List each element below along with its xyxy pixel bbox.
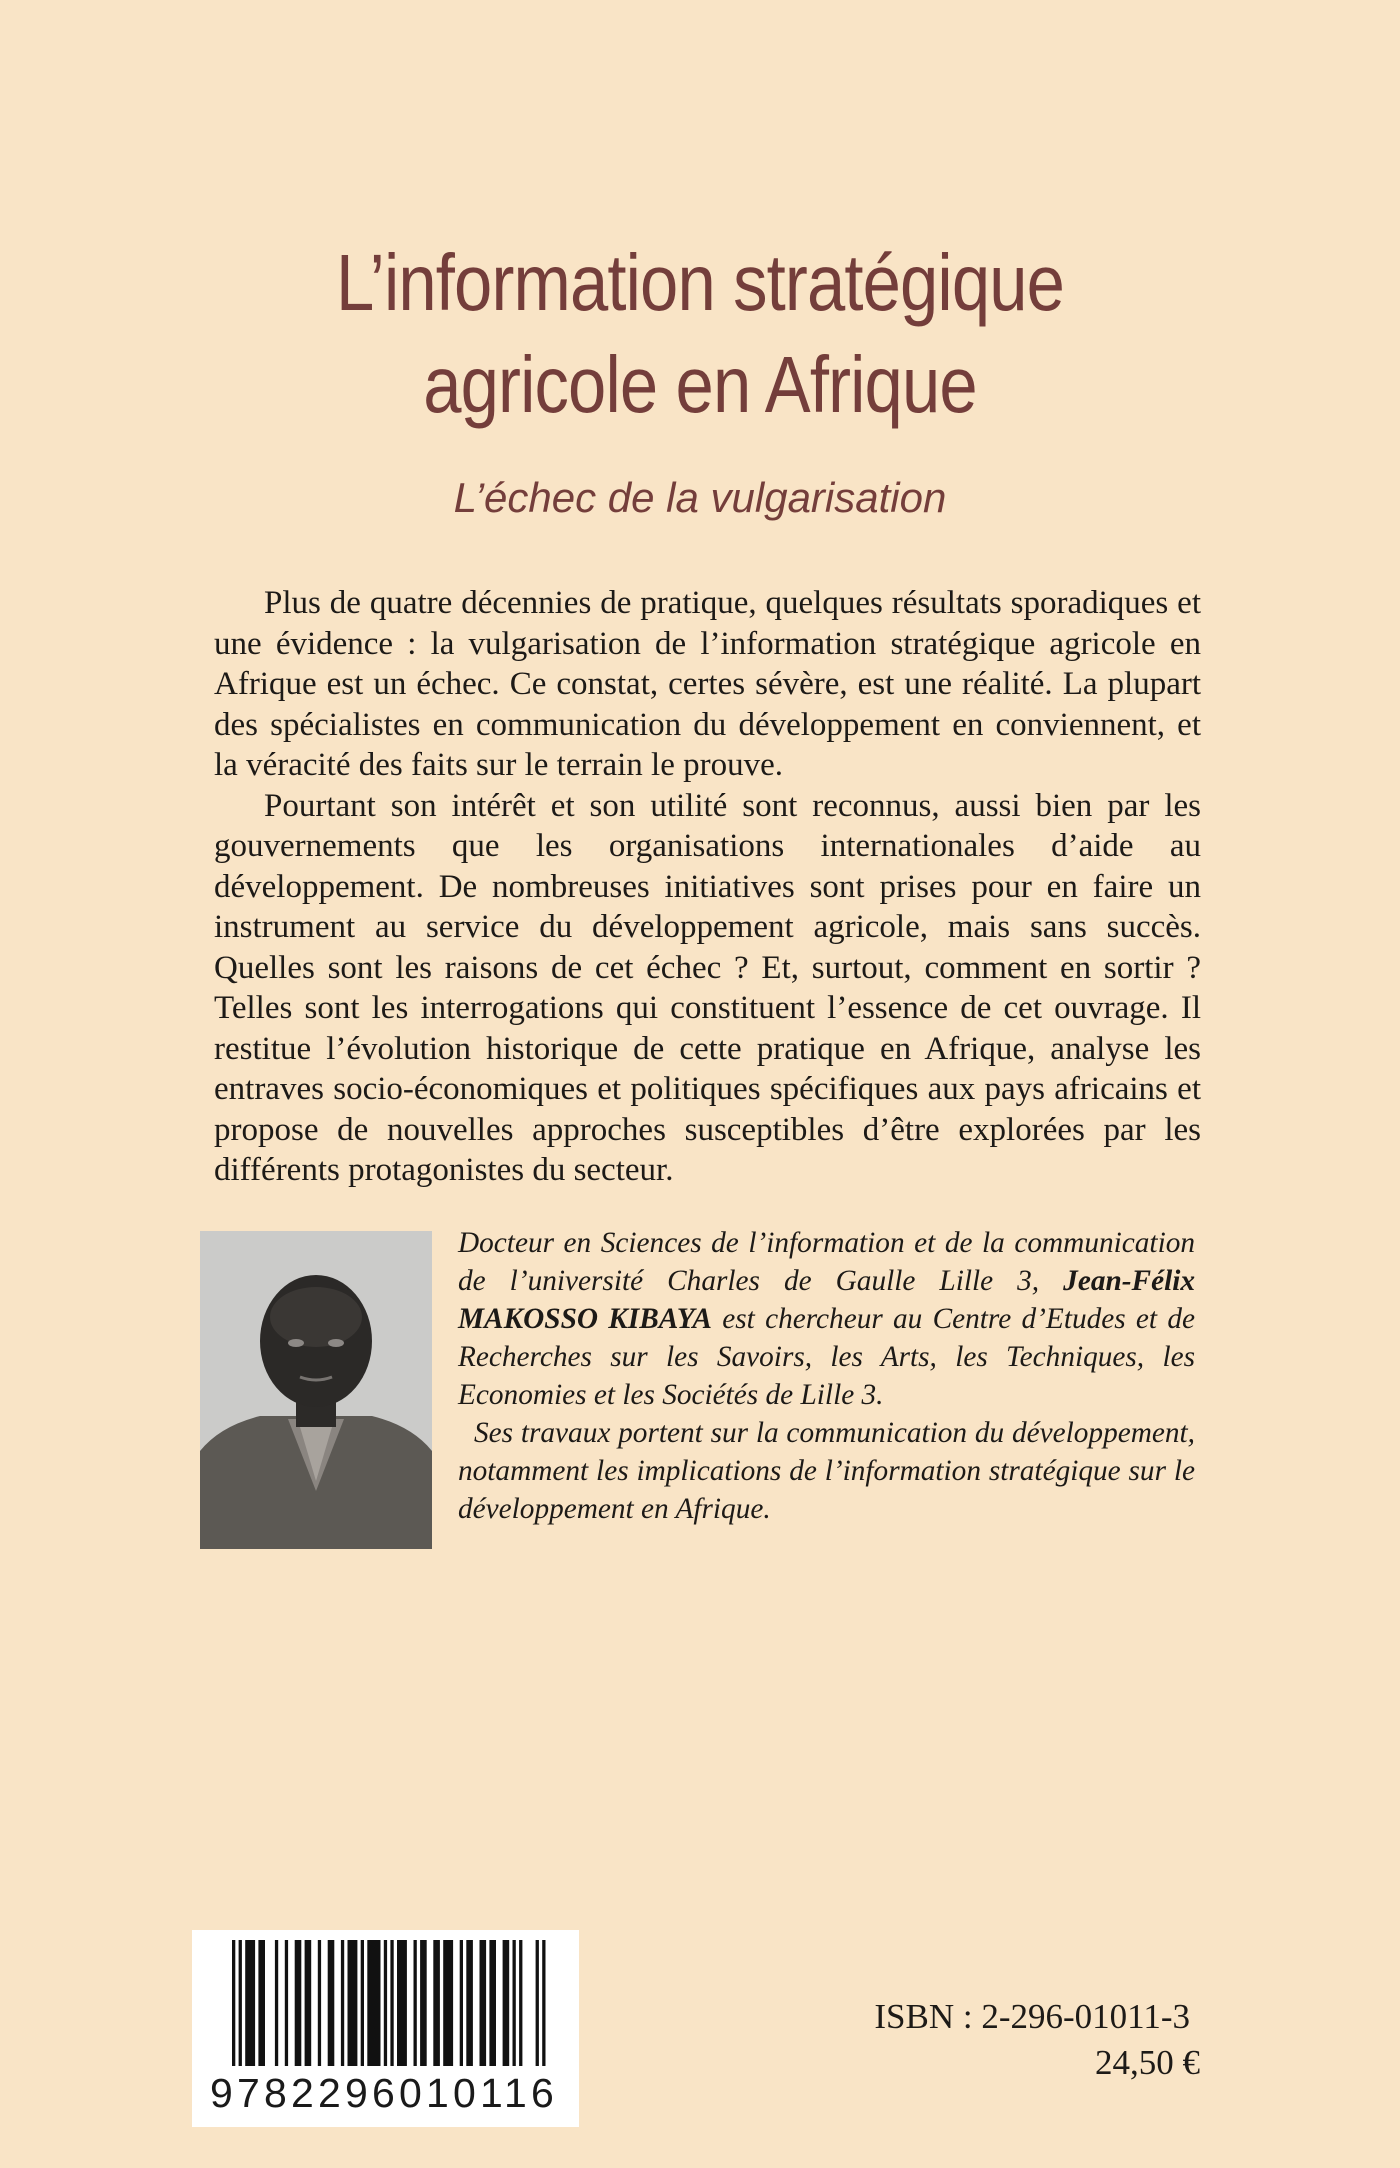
book-subtitle: L’échec de la vulgarisation	[453, 474, 947, 521]
author-photo	[200, 1231, 432, 1549]
barcode-bar	[285, 1940, 288, 2066]
price: 24,50 €	[1095, 2043, 1200, 2082]
blurb-paragraph-2: Pourtant son intérêt et son utilité sont reconnus, aussi bien par les gouvernements que les organisations internationales d’aide au développement. De nombreuses initiatives sont prises pour en faire un instrument au service du développement agricole, mais sans succès. Quelles sont les raisons de cet échec ? Et, surtout, comment en sortir ? Telles sont les interrogations qui constituent l’essence de cet ouvrage. Il restitue l’évolution historique de cette pratique en Afrique, analyse les entraves socio-économiques et politiques spécifiques aux pays africains et propose de nouvelles approches susceptibles d’être explorées par les différents protagonistes du secteur.	[214, 787, 1201, 1188]
barcode-bar	[328, 1940, 335, 2066]
book-title	[201, 232, 1199, 436]
barcode-bar	[443, 1940, 453, 2066]
barcode-bar	[489, 1940, 496, 2066]
barcode-bar	[397, 1940, 407, 2066]
barcode-bar	[519, 1940, 522, 2066]
book-blurb	[214, 583, 1201, 1191]
barcode-bar	[361, 1940, 364, 2066]
barcode-bar	[295, 1940, 302, 2066]
isbn-barcode	[192, 1930, 579, 2127]
barcode-bar	[542, 1940, 545, 2066]
barcode-bar	[348, 1940, 358, 2066]
author-bio	[458, 1224, 1195, 1528]
barcode-bar	[503, 1940, 510, 2066]
author-bio-rest: est chercheur au Centre d’Etudes et de Recherches sur les Savoirs, les Arts, les Techniques, les Economies et les Sociétés de Lille 3.	[458, 1303, 1195, 1411]
barcode-bar	[433, 1940, 440, 2066]
barcode-bar	[245, 1940, 255, 2066]
author-bio-paragraph-1	[458, 1224, 1195, 1414]
barcode-bar	[367, 1940, 380, 2066]
barcode-bar	[536, 1940, 539, 2066]
barcode-bar	[466, 1940, 473, 2066]
barcode-bar	[513, 1940, 516, 2066]
barcode-bar	[318, 1940, 321, 2066]
barcode-bar	[239, 1940, 242, 2066]
barcode-bar	[390, 1940, 393, 2066]
barcode-bar	[480, 1940, 487, 2066]
barcode-digits: 9782296010116	[210, 2070, 558, 2116]
author-name: Jean-Félix MAKOSSO KIBAYA	[458, 1265, 1195, 1335]
barcode-bar	[341, 1940, 344, 2066]
book-title-line-1: L’information stratégique	[335, 238, 1065, 327]
barcode-bar	[305, 1940, 312, 2066]
barcode-bar	[275, 1940, 278, 2066]
barcode-bar	[414, 1940, 417, 2066]
blurb-paragraph-1: Plus de quatre décennies de pratique, quelques résultats sporadiques et une évidence : la vulgarisation de l’information stratégique agricole en Afrique est un échec. Ce constat, certes sévère, est une réalité. La plupart des spécialistes en communication du développement en conviennent, et la véracité des faits sur le terrain le prouve.	[214, 585, 1201, 783]
book-title-line-2: agricole en Afrique	[423, 340, 977, 429]
barcode-bar	[232, 1940, 235, 2066]
barcode-bar	[384, 1940, 387, 2066]
author-bio-intro: Docteur en Sciences de l’information et de la communication de l’université Charles de Gaulle Lille 3,	[458, 1227, 1195, 1297]
barcode-bar	[460, 1940, 463, 2066]
author-bio-paragraph-2: Ses travaux portent sur la communication du développement, notamment les implications de l’information stratégique sur le développement en Afrique.	[458, 1417, 1195, 1525]
isbn-number: ISBN : 2-296-01011-3	[874, 1997, 1190, 2036]
barcode-bar	[258, 1940, 265, 2066]
barcode-bar	[420, 1940, 427, 2066]
